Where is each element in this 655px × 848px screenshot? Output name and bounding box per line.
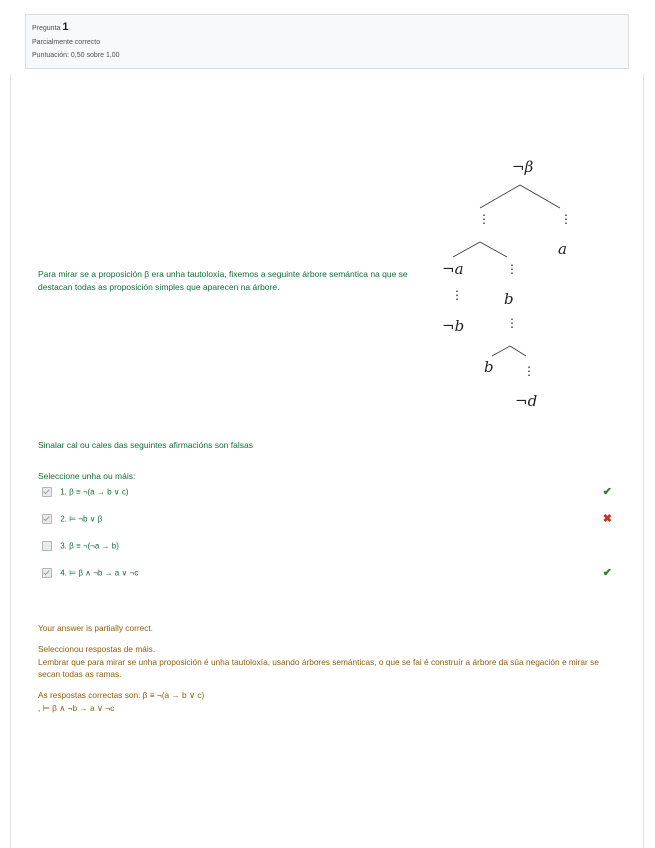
branch-line bbox=[510, 346, 526, 356]
tree-node-neg-d: ¬d bbox=[515, 392, 538, 410]
option-label: 4. ⊨ β ∧ ¬b → a ∨ ¬c bbox=[60, 568, 139, 578]
feedback-hint: Lembrar que para mirar se unha proposición é unha tautoloxía, usando árbores semánticas, o que se fai é construír a árbore da súa negación e mirar se secan todas as ramas. bbox=[38, 657, 599, 679]
branch-line bbox=[480, 185, 520, 208]
tree-dots: ⋮ bbox=[506, 316, 518, 330]
option-label: 3. β ≡ ¬(¬a → b) bbox=[60, 541, 119, 551]
question-number: Pregunta 1 bbox=[32, 21, 69, 33]
tree-node-b: b bbox=[504, 290, 514, 308]
tree-dots: ⋮ bbox=[560, 212, 572, 226]
tree-dots: ⋮ bbox=[506, 262, 518, 276]
question-grade: Puntuación: 0,50 sobre 1,00 bbox=[32, 52, 120, 59]
question-text: Para mirar se a proposición β era unha tautoloxía, fixemos a seguinte árbore semántica na que se destacan todas as proposición simples que aparecen na árbore. bbox=[38, 269, 408, 292]
option-label: 2. ⊨ ¬b ∨ β bbox=[60, 514, 103, 524]
answer-option-3[interactable] bbox=[42, 541, 612, 555]
tree-node-neg-b: ¬b bbox=[442, 317, 465, 335]
correct-check-icon: ✔ bbox=[602, 486, 612, 498]
branch-line bbox=[480, 242, 507, 257]
question-info-box bbox=[25, 14, 629, 69]
tree-branches bbox=[420, 150, 620, 420]
checkbox[interactable] bbox=[42, 568, 52, 578]
tree-node-b-leaf: b bbox=[484, 358, 494, 376]
tree-node-a: a bbox=[558, 240, 567, 258]
answer-option-2[interactable] bbox=[42, 514, 612, 528]
answer-option-4[interactable] bbox=[42, 568, 612, 582]
branch-line bbox=[520, 185, 560, 208]
answer-option-1[interactable] bbox=[42, 487, 612, 501]
question-state: Parcialmente correcto bbox=[32, 39, 101, 46]
tree-dots: ⋮ bbox=[478, 212, 490, 226]
tree-node-neg-a: ¬a bbox=[442, 260, 464, 278]
feedback-partial: Your answer is partially correct. bbox=[38, 623, 153, 633]
correct-check-icon: ✔ bbox=[602, 567, 612, 579]
feedback-correct-answers-cont: , ⊨ β ∧ ¬b → a ∨ ¬c bbox=[38, 703, 115, 713]
feedback-correct-answers: As respostas correctas son: β ≡ ¬(a → b ∨ c) bbox=[38, 690, 205, 700]
question-prompt: Sinalar cal ou cales das seguintes afirmacións son falsas bbox=[38, 440, 253, 450]
incorrect-cross-icon: ✖ bbox=[602, 513, 612, 525]
checkbox[interactable] bbox=[42, 487, 52, 497]
tree-dots: ⋮ bbox=[451, 288, 463, 302]
branch-line bbox=[492, 346, 510, 356]
feedback-selected-count: Seleccionou respostas de máis. bbox=[38, 644, 156, 654]
tree-root: ¬β bbox=[512, 158, 534, 176]
option-label: 1. β ≡ ¬(a → b ∨ c) bbox=[60, 487, 129, 497]
checkbox[interactable] bbox=[42, 514, 52, 524]
branch-line bbox=[453, 242, 480, 257]
checkbox[interactable] bbox=[42, 541, 52, 551]
select-instructions: Seleccione unha ou máis: bbox=[38, 471, 136, 481]
semantic-tree bbox=[420, 150, 620, 420]
tree-dots: ⋮ bbox=[523, 364, 535, 378]
